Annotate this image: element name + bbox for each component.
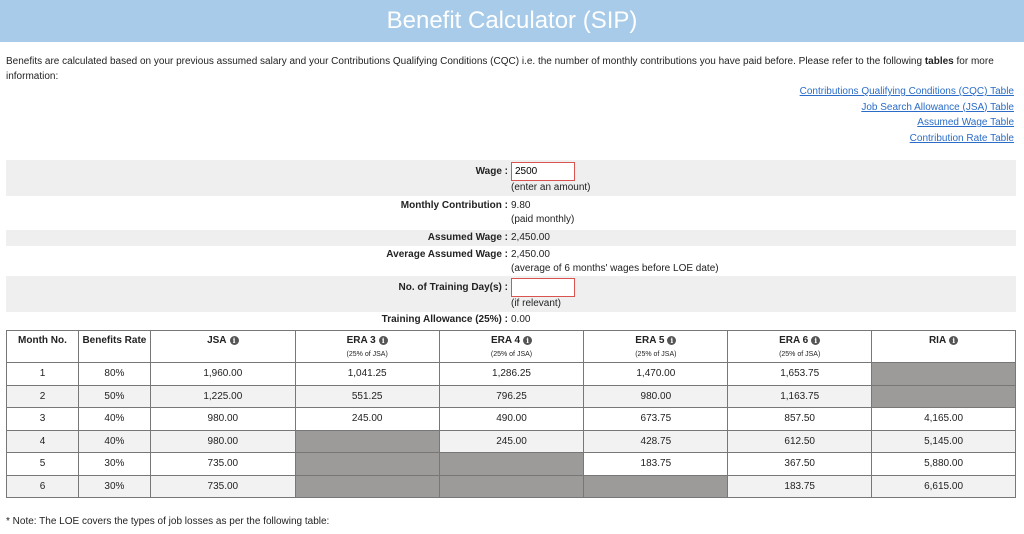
cell-not-applicable	[295, 453, 439, 476]
link-assumed-wage-table[interactable]: Assumed Wage Table	[917, 117, 1014, 128]
table-row	[7, 408, 1016, 431]
cell-ria: 5,880.00	[872, 453, 1016, 476]
contribution-row	[6, 196, 1016, 230]
cell-era6: 1,163.75	[728, 385, 872, 408]
cell-not-applicable	[439, 475, 584, 498]
header-sub: (25% of JSA)	[490, 351, 533, 358]
cell-jsa: 735.00	[150, 453, 295, 476]
cell-jsa: 1,225.00	[150, 385, 295, 408]
reference-links	[800, 84, 1014, 146]
header-sub: (25% of JSA)	[346, 351, 388, 358]
cell-not-applicable	[295, 430, 439, 453]
cell-era4: 490.00	[439, 408, 584, 431]
header-month: Month No.	[7, 331, 79, 363]
cell-rate: 40%	[78, 430, 150, 453]
allowance-label: Training Allowance (25%) :	[381, 314, 508, 325]
cell-not-applicable	[872, 385, 1016, 408]
cell-month: 4	[7, 430, 79, 453]
cell-not-applicable	[439, 453, 584, 476]
training-row	[6, 276, 1016, 312]
cell-month: 6	[7, 475, 79, 498]
intro-body: Benefits are calculated based on your previous assumed salary and your Contributions Qualifying Conditions (CQC) i.e. the number of monthly contributions you have paid before. Please refer to the following	[6, 56, 925, 67]
cell-era6: 857.50	[728, 408, 872, 431]
table-row	[7, 363, 1016, 386]
header-sub: (25% of JSA)	[779, 351, 821, 358]
page-title: Benefit Calculator (SIP)	[386, 7, 638, 34]
avg-wage-value-cell	[511, 249, 1016, 276]
wage-row	[6, 160, 1016, 196]
training-value-cell	[511, 276, 1016, 312]
avg-wage-hint: (average of 6 months' wages before LOE date)	[511, 263, 719, 274]
training-label: No. of Training Day(s) :	[398, 282, 508, 293]
cell-month: 3	[7, 408, 79, 431]
training-hint: (if relevant)	[511, 298, 562, 309]
header-era6: ERA 6 i (25% of JSA)	[728, 331, 872, 363]
avg-wage-label: Average Assumed Wage :	[386, 249, 508, 260]
contribution-value: 9.80	[511, 200, 531, 211]
table-row	[7, 453, 1016, 476]
cell-not-applicable	[584, 475, 728, 498]
header-rate: Benefits Rate	[78, 331, 150, 363]
info-icon[interactable]: i	[811, 336, 820, 345]
header-jsa: JSA i	[150, 331, 295, 363]
cell-jsa: 735.00	[150, 475, 295, 498]
cell-era6: 612.50	[728, 430, 872, 453]
cell-era4: 796.25	[439, 385, 584, 408]
cell-era4: 1,286.25	[439, 363, 584, 386]
cell-era5: 183.75	[584, 453, 728, 476]
contribution-value-cell	[511, 200, 1016, 230]
cell-month: 1	[7, 363, 79, 386]
header-era4: ERA 4 i (25% of JSA)	[439, 331, 584, 363]
loe-note: * Note: The LOE covers the types of job losses as per the following table:	[6, 516, 330, 527]
cell-rate: 50%	[78, 385, 150, 408]
cell-rate: 30%	[78, 475, 150, 498]
avg-wage-value: 2,450.00	[511, 249, 550, 260]
table-row	[7, 385, 1016, 408]
header-sub: (25% of JSA)	[635, 351, 677, 358]
calculator-form	[6, 160, 1016, 328]
wage-label: Wage :	[475, 166, 508, 177]
allowance-value: 0.00	[511, 314, 531, 325]
wage-value-cell	[511, 160, 1016, 196]
assumed-wage-row	[6, 230, 1016, 246]
cell-era5: 673.75	[584, 408, 728, 431]
info-icon[interactable]: i	[667, 336, 676, 345]
cell-not-applicable	[295, 475, 439, 498]
assumed-wage-value: 2,450.00	[511, 232, 550, 243]
cell-era3: 245.00	[295, 408, 439, 431]
cell-era6: 367.50	[728, 453, 872, 476]
cell-jsa: 1,960.00	[150, 363, 295, 386]
info-icon[interactable]: i	[949, 336, 958, 345]
table-row	[7, 430, 1016, 453]
intro-text	[6, 54, 1018, 84]
cell-era3: 1,041.25	[295, 363, 439, 386]
benefits-table	[6, 330, 1016, 498]
cell-jsa: 980.00	[150, 430, 295, 453]
link-cqc-table[interactable]: Contributions Qualifying Conditions (CQC) Table	[799, 86, 1014, 97]
intro-tail: for more information:	[6, 56, 994, 82]
cell-era5: 428.75	[584, 430, 728, 453]
cell-jsa: 980.00	[150, 408, 295, 431]
header-era5: ERA 5 i (25% of JSA)	[584, 331, 728, 363]
cell-ria: 6,615.00	[872, 475, 1016, 498]
cell-era5: 1,470.00	[584, 363, 728, 386]
cell-rate: 30%	[78, 453, 150, 476]
cell-ria: 5,145.00	[872, 430, 1016, 453]
cell-ria: 4,165.00	[872, 408, 1016, 431]
cell-era5: 980.00	[584, 385, 728, 408]
training-days-input[interactable]	[511, 278, 575, 297]
page-header	[0, 0, 1024, 42]
assumed-wage-label: Assumed Wage :	[427, 232, 508, 243]
info-icon[interactable]: i	[379, 336, 388, 345]
link-contribution-rate-table[interactable]: Contribution Rate Table	[909, 132, 1014, 144]
contribution-label: Monthly Contribution :	[400, 200, 508, 211]
intro-bold: tables	[924, 56, 954, 67]
info-icon[interactable]: i	[523, 336, 532, 345]
header-era3: ERA 3 i (25% of JSA)	[295, 331, 439, 363]
table-header-row	[7, 331, 1016, 363]
table-row	[7, 475, 1016, 498]
info-icon[interactable]: i	[230, 336, 239, 345]
contribution-hint: (paid monthly)	[511, 214, 575, 225]
link-jsa-table[interactable]: Job Search Allowance (JSA) Table	[861, 101, 1014, 113]
cell-month: 5	[7, 453, 79, 476]
avg-wage-row	[6, 246, 1016, 276]
cell-era3: 551.25	[295, 385, 439, 408]
header-ria: RIA i	[872, 331, 1016, 363]
cell-month: 2	[7, 385, 79, 408]
allowance-row	[6, 312, 1016, 328]
wage-hint: (enter an amount)	[511, 182, 591, 193]
cell-rate: 80%	[78, 363, 150, 386]
cell-rate: 40%	[78, 408, 150, 431]
cell-era6: 183.75	[728, 475, 872, 498]
cell-era4: 245.00	[439, 430, 584, 453]
cell-era6: 1,653.75	[728, 363, 872, 386]
wage-input[interactable]	[511, 162, 575, 181]
cell-not-applicable	[872, 363, 1016, 386]
